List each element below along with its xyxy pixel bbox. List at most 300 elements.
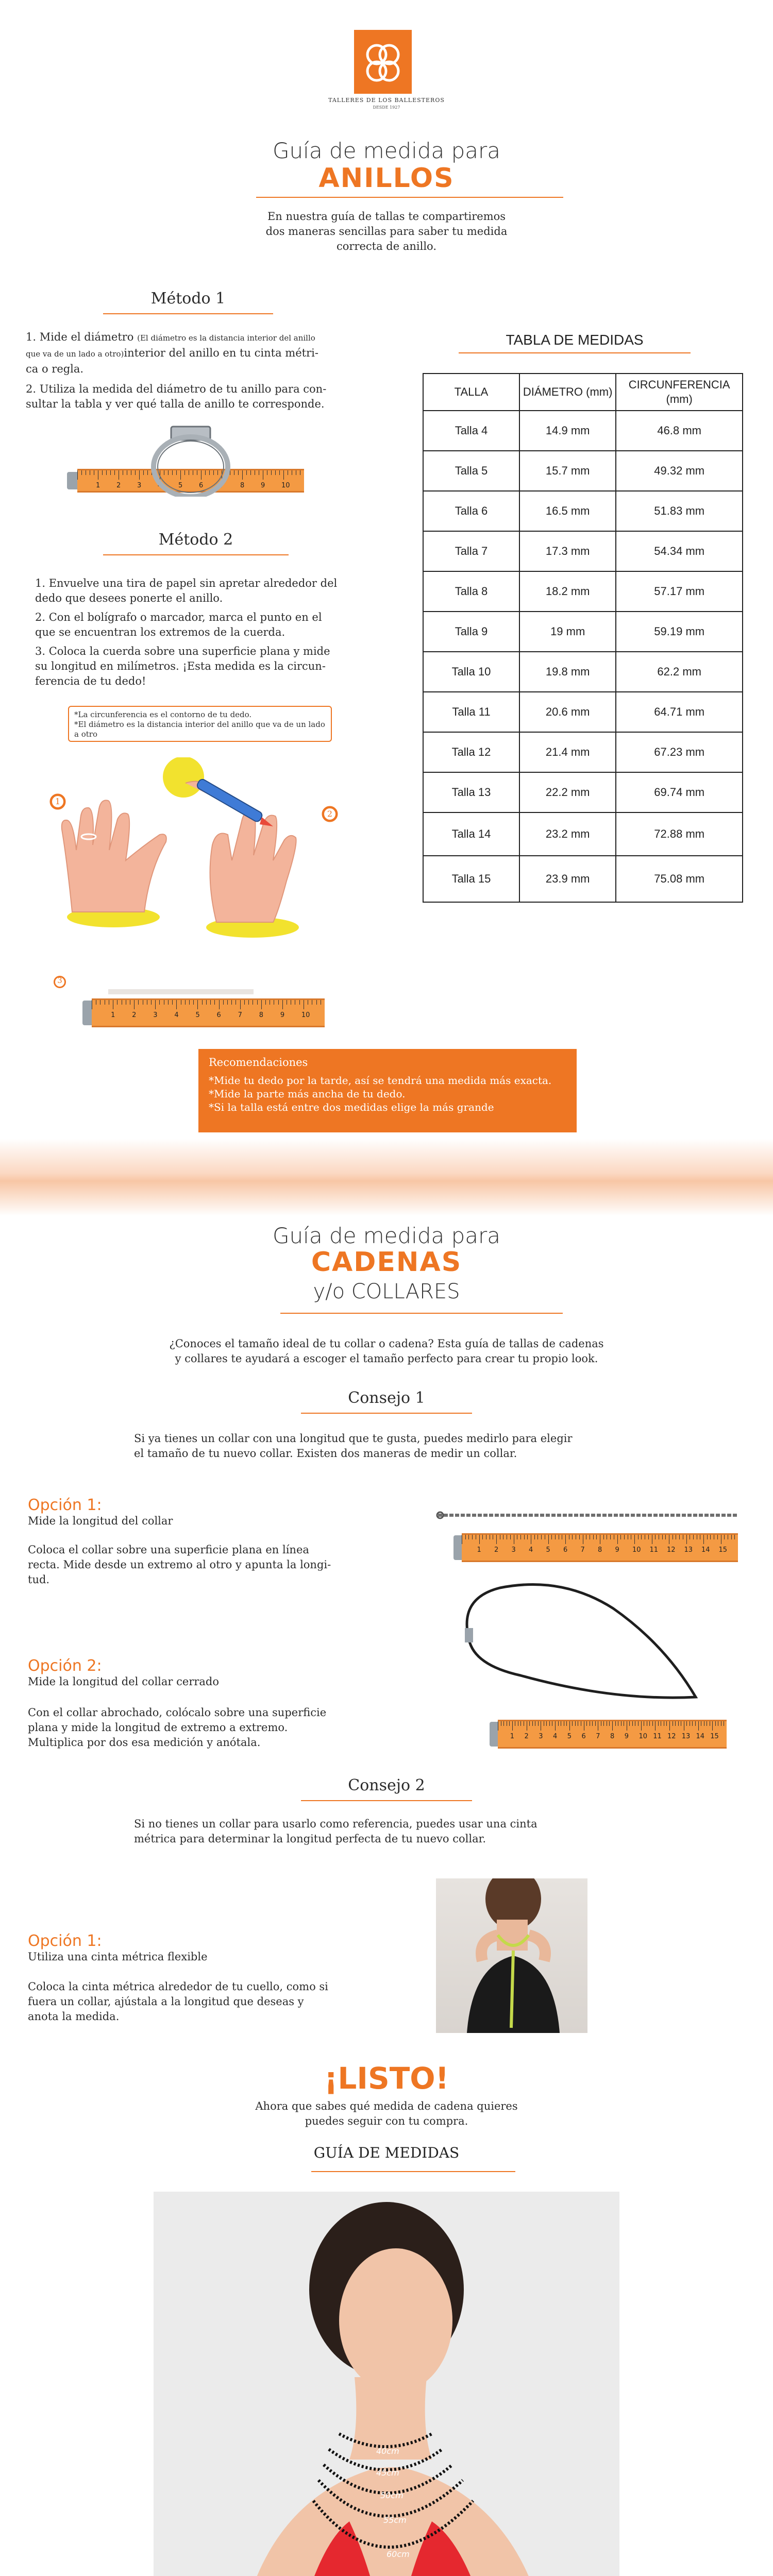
ruler-tick xyxy=(548,1535,549,1544)
ruler-tick xyxy=(482,1535,483,1539)
ruler-tick xyxy=(283,470,284,480)
brand-logo xyxy=(354,30,412,94)
table-cell: 57.17 mm xyxy=(616,571,743,612)
divider xyxy=(459,352,691,353)
ruler-tick xyxy=(143,470,144,475)
ring-size-table xyxy=(423,373,743,903)
ruler-tick xyxy=(168,1000,169,1005)
divider xyxy=(256,197,563,198)
length-label-50: 50cm xyxy=(380,2490,404,2500)
ruler-number: 4 xyxy=(158,482,162,489)
ruler-tick xyxy=(138,1000,139,1005)
ruler-number: 3 xyxy=(511,1546,516,1554)
chains-title-small: Guía de medida para xyxy=(272,1223,500,1248)
table-cell: 49.32 mm xyxy=(616,451,743,491)
ruler-number: 6 xyxy=(581,1733,586,1740)
option1-title: Opción 1: xyxy=(28,1496,102,1514)
ruler-tick xyxy=(106,470,107,475)
ruler-number: 9 xyxy=(280,1011,285,1019)
table-cell: Talla 10 xyxy=(423,652,519,692)
step-marker-1: 1 xyxy=(51,794,65,809)
ruler-tick xyxy=(551,1535,552,1539)
ruler-tick xyxy=(238,470,239,475)
ruler-number: 10 xyxy=(281,482,290,489)
ruler-tick xyxy=(734,1535,735,1539)
table-cell: 21.4 mm xyxy=(519,732,616,772)
ruler-tick xyxy=(155,1000,156,1009)
ruler-tick xyxy=(248,1000,249,1005)
ruler-tick xyxy=(612,1721,613,1731)
divider xyxy=(280,1313,563,1314)
table-cell: 22.2 mm xyxy=(519,772,616,812)
ruler-tick xyxy=(271,470,272,475)
method2-text: 1. Envuelve una tira de papel sin apretar alrededor del dedo que desees ponerte el anillo. 2. Con el bolígrafo o marcador, marca el punto en el que se encuentran los extremos de la cuerda. 3. Coloca la cuerda sobre una superficie plana y mide su longitud en milímetros. ¡Esta medida es la circun- ferencia de tu dedo! xyxy=(35,577,338,687)
paper-strip xyxy=(108,989,254,994)
option3-text: Coloca la cinta métrica alrededor de tu cuello, como si fuera un collar, ajústala a la longitud que deseas y anota la medida. xyxy=(28,1980,328,2023)
length-label-40: 40cm xyxy=(376,2446,399,2456)
ruler-tick xyxy=(227,1000,228,1005)
ruler-number: 7 xyxy=(580,1546,585,1554)
ruler-tick xyxy=(134,1000,135,1009)
ruler-tick xyxy=(299,1000,300,1005)
ruler-tick xyxy=(609,1721,610,1726)
ruler-tick xyxy=(679,1535,680,1539)
ruler-tick xyxy=(710,1535,711,1539)
ruler-number: 8 xyxy=(598,1546,602,1554)
chains-title-sub: y/o COLLARES xyxy=(313,1280,460,1303)
option3-subtitle: Utiliza una cinta métrica flexible xyxy=(28,1951,208,1963)
ruler-tick xyxy=(596,1535,597,1539)
table-cell: Talla 11 xyxy=(423,692,519,732)
ruler-tick xyxy=(603,1535,604,1539)
ruler-tick xyxy=(524,1535,525,1539)
ruler-tick xyxy=(529,1721,530,1726)
ruler-tick xyxy=(546,1721,547,1726)
ruler-number: 6 xyxy=(563,1546,568,1554)
table-cell: 69.74 mm xyxy=(616,772,743,812)
table-cell: 14.9 mm xyxy=(519,411,616,451)
hand-measuring-icon xyxy=(31,757,392,963)
ruler-tick xyxy=(565,1535,566,1544)
ruler-tick xyxy=(257,1000,258,1005)
ruler-tick xyxy=(275,470,276,475)
table-header: CIRCUNFERENCIA (mm) xyxy=(616,374,743,411)
table-cell: Talla 13 xyxy=(423,772,519,812)
recommendation-item: *Si la talla está entre dos medidas elige la más grande xyxy=(209,1101,494,1113)
option2-text: Con el collar abrochado, colócalo sobre una superficie plana y mide la longitud de extremo a extremo. Multiplica por dos esa medición y anótala. xyxy=(28,1706,327,1749)
ruler-tick xyxy=(592,1721,593,1726)
ruler xyxy=(92,998,325,1027)
table-cell: 51.83 mm xyxy=(616,491,743,531)
closed-necklace xyxy=(459,1578,701,1706)
table-cell: Talla 9 xyxy=(423,612,519,652)
table-cell: 18.2 mm xyxy=(519,571,616,612)
ruler-number: 4 xyxy=(553,1733,558,1740)
ruler-tick xyxy=(603,1721,604,1726)
ruler-tick xyxy=(214,1000,215,1005)
table-cell: Talla 14 xyxy=(423,812,519,856)
divider xyxy=(301,1800,472,1801)
ruler-tick xyxy=(479,1535,480,1544)
table-cell: 23.2 mm xyxy=(519,812,616,856)
recommendation-item: *Mide la parte más ancha de tu dedo. xyxy=(209,1088,406,1100)
ruler-tick xyxy=(715,1721,716,1726)
ruler-tick xyxy=(572,1535,573,1539)
ruler-tick xyxy=(707,1535,708,1539)
ruler-tick xyxy=(666,1721,667,1726)
ruler-number: 7 xyxy=(238,1011,242,1019)
ruler-tick xyxy=(555,1721,556,1731)
woman-tape-measure-icon xyxy=(436,1878,587,2033)
divider xyxy=(301,1413,472,1414)
ruler-tick xyxy=(139,470,140,480)
ruler-tick xyxy=(282,1000,283,1009)
ruler-tick xyxy=(620,1535,621,1539)
ruler-tick xyxy=(231,1000,232,1005)
ruler-tick xyxy=(655,1721,656,1731)
necklace-length-guide-photo xyxy=(154,2192,619,2576)
ruler-tick xyxy=(520,1535,521,1539)
rings-title-big: ANILLOS xyxy=(318,163,455,194)
method2-note-box: *La circunferencia es el contorno de tu dedo. *El diámetro es la distancia interior del anillo que va de un lado a otro xyxy=(68,706,332,742)
length-label-60: 60cm xyxy=(386,2549,410,2559)
ruler-tick xyxy=(510,1535,511,1539)
table-header-row xyxy=(423,374,743,411)
tip2-title: Consejo 2 xyxy=(348,1776,425,1794)
ruler-number: 5 xyxy=(546,1546,550,1554)
ruler xyxy=(498,1720,727,1749)
table-cell: Talla 4 xyxy=(423,411,519,451)
recommendations-title: Recomendaciones xyxy=(209,1056,308,1069)
ruler-tick xyxy=(586,1721,587,1726)
table-cell: 23.9 mm xyxy=(519,856,616,902)
hands-illustration xyxy=(31,757,392,963)
ruler-tick xyxy=(569,1721,570,1731)
option1-subtitle: Mide la longitud del collar xyxy=(28,1515,173,1527)
ruler-tick xyxy=(695,1721,696,1726)
ruler-tick xyxy=(509,1721,510,1726)
ruler-tick xyxy=(629,1721,630,1726)
ruler-tick xyxy=(176,1000,177,1009)
ruler-tick xyxy=(712,1721,713,1731)
table-cell: 19 mm xyxy=(519,612,616,652)
ruler-number: 5 xyxy=(195,1011,200,1019)
guide-title: GUÍA DE MEDIDAS xyxy=(313,2144,460,2161)
ruler-tick xyxy=(316,1000,317,1005)
divider xyxy=(311,2171,515,2172)
ruler-tick xyxy=(632,1721,633,1726)
ruler-number: 11 xyxy=(649,1546,659,1554)
ruler-tick xyxy=(617,1535,618,1544)
ruler-number: 9 xyxy=(261,482,265,489)
method1-title: Método 1 xyxy=(150,290,226,308)
table-cell: 20.6 mm xyxy=(519,692,616,732)
chains-title-big: CADENAS xyxy=(311,1247,462,1278)
ruler-tick xyxy=(240,1000,241,1009)
table-row xyxy=(423,451,743,491)
ruler-tick xyxy=(246,470,247,475)
rings-title-small: Guía de medida para xyxy=(272,138,500,163)
ruler-tick xyxy=(549,1721,550,1726)
table-cell: 62.2 mm xyxy=(616,652,743,692)
method2-title: Método 2 xyxy=(158,531,233,549)
ruler-number: 1 xyxy=(510,1733,515,1740)
ruler-number: 3 xyxy=(137,482,142,489)
ruler-number: 8 xyxy=(259,1011,263,1019)
table-row xyxy=(423,692,743,732)
ruler-tick xyxy=(223,1000,224,1005)
ruler-number: 13 xyxy=(681,1733,691,1740)
ruler-tick xyxy=(641,1721,642,1731)
ruler-number: 2 xyxy=(116,482,121,489)
ruler-tick xyxy=(527,1535,528,1539)
ruler-tick xyxy=(692,1721,693,1726)
ruler-tick xyxy=(652,1721,653,1726)
table-row xyxy=(423,612,743,652)
chain-ruler-2 xyxy=(490,1720,727,1750)
table-cell: 46.8 mm xyxy=(616,411,743,451)
ruler-tick xyxy=(151,1000,152,1005)
ruler-tick xyxy=(468,1535,469,1539)
ruler-tick xyxy=(512,1721,513,1731)
length-label-45: 45cm xyxy=(376,2468,399,2478)
divider xyxy=(103,554,289,555)
ruler-number: 8 xyxy=(610,1733,615,1740)
ruler-number: 1 xyxy=(111,1011,115,1019)
ruler-number: 5 xyxy=(178,482,183,489)
table-cell: Talla 12 xyxy=(423,732,519,772)
ruler-number: 8 xyxy=(240,482,245,489)
method1-text: 1. Mide el diámetro (El diámetro es la distancia interior del anillo que va de un lado a otro)interior del anillo en tu cinta métri- ca o regla. 2. Utiliza la medida del diámetro de tu anillo para con- sultar la tabla y ver qué talla de anillo te corresponde. xyxy=(26,331,327,410)
ruler-tick xyxy=(159,1000,160,1005)
length-label-55: 55cm xyxy=(383,2515,407,2525)
table-row xyxy=(423,652,743,692)
table-cell: 17.3 mm xyxy=(519,531,616,571)
ruler-tick xyxy=(185,1000,186,1005)
tip2-text: Si no tienes un collar para usarlo como referencia, puedes usar una cinta métrica para determinar la longitud perfecta de tu nuevo collar. xyxy=(134,1818,537,1845)
table-cell: 54.34 mm xyxy=(616,531,743,571)
table-row xyxy=(423,531,743,571)
option2-subtitle: Mide la longitud del collar cerrado xyxy=(28,1675,220,1688)
ruler-tick xyxy=(520,1721,521,1726)
ruler-tick xyxy=(538,1721,539,1726)
ruler-tick xyxy=(634,1535,635,1544)
ruler-tick xyxy=(675,1721,676,1726)
ruler-number: 11 xyxy=(653,1733,662,1740)
tip1-text: Si ya tienes un collar con una longitud que te gusta, puedes medirlo para elegir el tamaño de tu nuevo collar. Existen dos maneras de medir un collar. xyxy=(134,1432,573,1460)
tip1-title: Consejo 1 xyxy=(348,1389,425,1407)
ruler-number: 7 xyxy=(596,1733,600,1740)
ruler-tick xyxy=(219,1000,220,1009)
ruler-tick xyxy=(172,1000,173,1005)
ruler-tick xyxy=(250,470,251,475)
ruler-number: 14 xyxy=(701,1546,710,1554)
ruler-tick xyxy=(669,1721,670,1731)
ruler-tick xyxy=(655,1535,656,1539)
ruler-tick xyxy=(503,1721,504,1726)
ruler-tick xyxy=(472,1535,473,1539)
ruler-tick xyxy=(202,1000,203,1005)
ruler-tick xyxy=(698,1721,699,1731)
ruler-tick xyxy=(210,1000,211,1005)
table-cell: 64.71 mm xyxy=(616,692,743,732)
ring-ruler-illustration xyxy=(67,457,314,499)
ruler-tick xyxy=(197,1000,198,1009)
ruler xyxy=(462,1533,738,1562)
rings-intro: En nuestra guía de tallas te compartiremos dos maneras sencillas para saber tu medida correcta de anillo. xyxy=(265,210,508,252)
ruler-tick xyxy=(572,1721,573,1726)
ruler-number: 15 xyxy=(710,1733,719,1740)
table-cell: Talla 7 xyxy=(423,531,519,571)
ruler-number: 5 xyxy=(567,1733,572,1740)
ruler-tick xyxy=(593,1535,594,1539)
ruler-tick xyxy=(662,1535,663,1539)
ruler-tick xyxy=(624,1535,625,1539)
table-row xyxy=(423,812,743,856)
tape-measure-photo xyxy=(436,1878,587,2033)
ruler-tick xyxy=(579,1535,580,1539)
table-cell: 59.19 mm xyxy=(616,612,743,652)
ruler-number: 15 xyxy=(718,1546,728,1554)
ruler-tick xyxy=(724,1535,725,1539)
ruler-tick xyxy=(465,1535,466,1539)
ruler-tick xyxy=(541,1535,542,1539)
ruler-number: 3 xyxy=(539,1733,543,1740)
ruler-tick xyxy=(717,1535,718,1539)
paper-ruler-illustration xyxy=(82,998,330,1035)
ruler-tick xyxy=(532,1721,533,1726)
size-table-title: TABLA DE MEDIDAS xyxy=(506,332,644,348)
ruler-number: 6 xyxy=(216,1011,221,1019)
ruler-number: 12 xyxy=(667,1733,676,1740)
table-row xyxy=(423,491,743,531)
ruler-tick xyxy=(537,1535,538,1539)
ruler-tick xyxy=(189,1000,190,1005)
table-cell: Talla 5 xyxy=(423,451,519,491)
ruler-tick xyxy=(244,1000,245,1005)
ruler-tick xyxy=(731,1535,732,1539)
ruler-number: 2 xyxy=(132,1011,137,1019)
recommendation-item: *Mide tu dedo por la tarde, así se tendrá una medida más exacta. xyxy=(209,1074,552,1087)
table-cell: Talla 8 xyxy=(423,571,519,612)
table-header: DIÁMETRO (mm) xyxy=(519,374,616,411)
option1-text: Coloca el collar sobre una superficie plana en línea recta. Mide desde un extremo al otro y apunta la longi- tud. xyxy=(28,1544,331,1586)
ruler-tick xyxy=(665,1535,666,1539)
straight-chain xyxy=(436,1507,740,1523)
ruler-tick xyxy=(102,470,103,475)
ruler-tick xyxy=(575,1721,576,1726)
table-cell: 19.8 mm xyxy=(519,652,616,692)
ruler-tick xyxy=(81,470,82,475)
ruler-tick xyxy=(555,1535,556,1539)
chains-intro: ¿Conoces el tamaño ideal de tu collar o cadena? Esta guía de tallas de cadenas y collares te ayudará a escoger el tamaño perfecto para crear tu propio look. xyxy=(169,1337,604,1365)
ruler-number: 6 xyxy=(199,482,204,489)
ruler-tick xyxy=(648,1535,649,1539)
step-marker-3-label: 3 xyxy=(57,976,62,985)
chain-ruler-1 xyxy=(453,1533,740,1563)
ruler-number: 1 xyxy=(96,482,100,489)
ruler-tick xyxy=(496,1535,497,1544)
ruler-tick xyxy=(534,1535,535,1539)
ruler-number: 12 xyxy=(667,1546,676,1554)
table-row xyxy=(423,856,743,902)
ruler-tick xyxy=(566,1721,567,1726)
ruler-tick xyxy=(649,1721,650,1726)
necklace-icon xyxy=(459,1578,701,1706)
ruler-number: 2 xyxy=(524,1733,529,1740)
table-row xyxy=(423,732,743,772)
done-title: ¡LISTO! xyxy=(324,2061,449,2096)
ruler-tick xyxy=(135,470,136,475)
table-header: TALLA xyxy=(423,374,519,411)
table-row xyxy=(423,411,743,451)
brand-name: TALLERES DE LOS BALLESTEROS xyxy=(328,97,445,104)
ruler-number: 2 xyxy=(494,1546,499,1554)
table-cell: Talla 6 xyxy=(423,491,519,531)
ruler-tick xyxy=(77,470,78,480)
table-cell: 75.08 mm xyxy=(616,856,743,902)
done-text: Ahora que sabes qué medida de cadena quieres puedes seguir con tu compra. xyxy=(255,2100,518,2127)
ruler-tick xyxy=(114,470,115,475)
ruler-tick xyxy=(110,470,111,475)
ruler-number: 4 xyxy=(529,1546,533,1554)
ruler-number: 7 xyxy=(220,482,224,489)
table-row xyxy=(423,772,743,812)
ruler-number: 10 xyxy=(632,1546,641,1554)
ruler-tick xyxy=(193,1000,194,1005)
ruler-tick xyxy=(615,1721,616,1726)
ruler-number: 10 xyxy=(301,1011,310,1019)
brand-since: DESDE 1927 xyxy=(373,105,400,110)
ruler-tick xyxy=(658,1721,659,1726)
divider xyxy=(103,313,273,314)
ruler-tick xyxy=(206,1000,207,1005)
ruler-number: 3 xyxy=(153,1011,158,1019)
ruler-tick xyxy=(242,470,243,480)
ruler-tick xyxy=(279,470,280,475)
table-cell: 16.5 mm xyxy=(519,491,616,531)
ruler-tick xyxy=(265,1000,266,1005)
ruler-tick xyxy=(278,1000,279,1005)
ruler-number: 10 xyxy=(638,1733,648,1740)
ruler-number: 4 xyxy=(174,1011,179,1019)
option3-title: Opción 1: xyxy=(28,1932,102,1950)
table-row xyxy=(423,571,743,612)
option2-title: Opción 2: xyxy=(28,1657,102,1675)
ruler-tick xyxy=(610,1535,611,1539)
ruler-tick xyxy=(686,1721,687,1726)
logo-monogram-icon xyxy=(354,30,412,94)
ruler-tick xyxy=(678,1721,679,1726)
ruler-tick xyxy=(703,1535,704,1544)
step-marker-2: 2 xyxy=(323,807,337,821)
table-cell: 72.88 mm xyxy=(616,812,743,856)
ruler-number: 13 xyxy=(684,1546,693,1554)
ring-icon xyxy=(144,425,237,497)
section-divider-band xyxy=(0,1139,773,1216)
table-cell: Talla 15 xyxy=(423,856,519,902)
chain-icon xyxy=(436,1507,740,1523)
table-cell: 15.7 mm xyxy=(519,451,616,491)
ruler-tick xyxy=(261,1000,262,1009)
ruler-tick xyxy=(595,1721,596,1726)
table-cell: 67.23 mm xyxy=(616,732,743,772)
ruler-number: 1 xyxy=(477,1546,481,1554)
recommendations-box xyxy=(198,1049,577,1132)
ruler-tick xyxy=(693,1535,694,1539)
ruler-number: 9 xyxy=(624,1733,629,1740)
ruler-tick xyxy=(558,1721,559,1726)
